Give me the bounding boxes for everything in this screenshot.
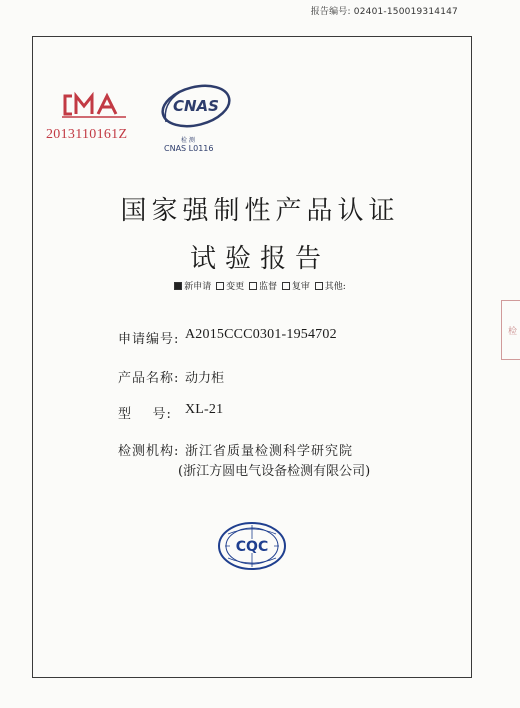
type-option-change [216, 282, 244, 292]
type-label: 监督 [258, 282, 277, 292]
testing-lab-label: 检测机构: [118, 444, 180, 459]
testing-lab-value-line2: (浙江方圆电气设备检测有限公司) [178, 464, 371, 479]
cqc-logo-icon [216, 520, 288, 572]
cqc-logo-text: CQC [235, 539, 269, 555]
checkbox-checked-icon [174, 282, 182, 290]
cnas-logo-text: CNAS [173, 97, 219, 115]
type-option-supervision [249, 282, 277, 292]
cnas-accreditation-code: CNAS L0116 [164, 144, 214, 153]
model-value: XL-21 [185, 402, 224, 417]
model-label: 型 号: [118, 407, 172, 422]
type-label: 新申请 [184, 282, 212, 292]
product-name-label: 产品名称: [118, 371, 180, 386]
testing-lab-value: 浙江省质量检测科学研究院 [185, 444, 354, 459]
type-option-review [282, 282, 310, 292]
cnas-logo-icon [156, 84, 234, 132]
type-label: 其他: [324, 282, 346, 292]
type-label: 变更 [226, 282, 245, 292]
report-title-line2: 试验报告 [189, 244, 330, 274]
cnas-subtitle: 检 测 [181, 137, 195, 144]
application-number-value: A2015CCC0301-1954702 [185, 327, 337, 342]
application-type-row [0, 279, 520, 292]
type-option-new [174, 282, 211, 292]
report-title-line1: 国家强制性产品认证 [120, 196, 400, 226]
type-option-other [315, 282, 346, 292]
side-stamp: 检 [501, 300, 520, 360]
application-number-label: 申请编号: [118, 332, 180, 347]
product-name-value: 动力柜 [185, 371, 225, 386]
report-number: 报告编号: 02401-150019314147 [310, 7, 458, 17]
cma-certificate-number: 2013110161Z [46, 127, 128, 142]
checkbox-empty-icon [249, 282, 257, 290]
checkbox-empty-icon [216, 282, 224, 290]
type-label: 复审 [291, 282, 310, 292]
checkbox-empty-icon [315, 282, 323, 290]
checkbox-empty-icon [282, 282, 290, 290]
cma-logo-icon [60, 90, 130, 120]
